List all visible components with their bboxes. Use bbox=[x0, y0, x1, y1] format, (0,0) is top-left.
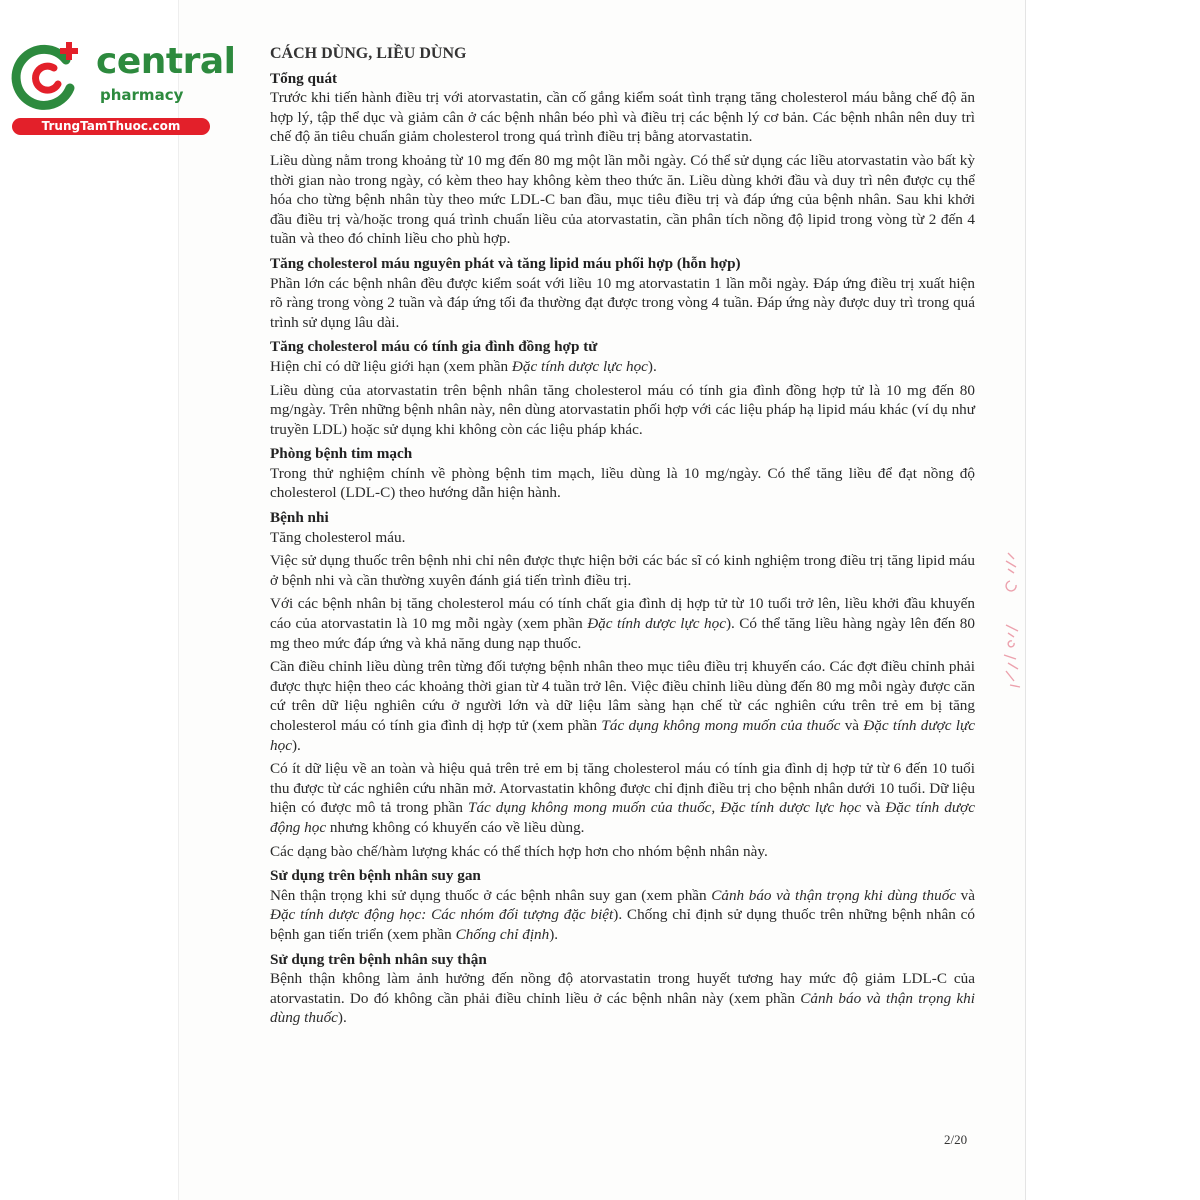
text-run: ). bbox=[647, 357, 657, 375]
text-run: và bbox=[861, 799, 886, 817]
text-run: Trước khi tiến hành điều trị với atorvastatin, cần cố gắng kiểm soát tình trạng tăng cholesterol máu bằng chế độ ăn hợp lý, tập thể dục và giảm cân ở các bệnh nhân béo phì và điều trị các bệnh lý cơ bản. Các bệnh nhân nên duy trì chế độ ăn tiêu chuẩn giảm cholesterol trong quá trình điều trị bằng atorvastatin. bbox=[270, 89, 975, 146]
section-heading: Bệnh nhi bbox=[270, 509, 329, 527]
text-run: Có ít dữ liệu về an toàn và hiệu quả trên trẻ em bị tăng cholesterol máu có tính gia đình dị hợp tử từ 6 đến 10 tuổi thu được từ các nghiên cứu nhãn mở. Atorvastatin không được chỉ định điều trị cho bệnh nhân dưới 10 tuổi. Dữ liệu hiện có được mô tả trong phần bbox=[270, 760, 975, 817]
section-paragraph bbox=[270, 151, 975, 249]
red-stamp-mark-icon bbox=[998, 545, 1028, 695]
text-run: Nên thận trọng khi sử dụng thuốc ở các bệnh nhân suy gan (xem phần bbox=[270, 886, 712, 904]
italic-reference: Đặc tính dược lực học bbox=[587, 615, 726, 633]
document-title: CÁCH DÙNG, LIỀU DÙNG bbox=[270, 45, 467, 62]
text-run: ). Có thể tăng liều hàng ngày lên đến 80 mg theo mức đáp ứng và khả năng dung nạp thuốc. bbox=[270, 615, 975, 652]
section-paragraph bbox=[270, 274, 975, 333]
text-run: Bệnh thận không làm ảnh hưởng đến nồng độ atorvastatin trong huyết tương hay mức độ giảm LDL-C của atorvastatin. Do đó không cần phải điều chỉnh liều ở các bệnh nhân này (xem phần bbox=[270, 970, 975, 1007]
text-run: nhưng không có khuyến cáo về liều dùng. bbox=[326, 818, 585, 836]
page-number: 2/20 bbox=[944, 1132, 968, 1147]
section-paragraph bbox=[270, 357, 975, 377]
italic-reference: Tác dụng không mong muốn của thuốc, Đặc tính dược lực học bbox=[468, 799, 862, 817]
text-run: Tăng cholesterol máu. bbox=[270, 528, 406, 546]
text-run: Liều dùng nằm trong khoảng từ 10 mg đến 80 mg một lần mỗi ngày. Có thể sử dụng các liều atorvastatin vào bất kỳ thời gian nào trong ngày, có kèm theo hay không kèm theo thức ăn. Liều dùng khởi đầu và duy trì nên được cụ thể hóa cho từng bệnh nhân tùy theo mức LDL-C ban đầu, mục tiêu điều trị và đáp ứng của bệnh nhân. Sau khi khởi đầu điều trị và/hoặc trong quá trình chuẩn liều của atorvastatin, cần phân tích nồng độ lipid trong vòng từ 2 đến 4 tuần và theo đó chỉnh liều cho phù hợp. bbox=[270, 151, 975, 248]
logo-wordmark: central bbox=[96, 41, 236, 82]
section-heading: Phòng bệnh tim mạch bbox=[270, 445, 413, 463]
text-run: Hiện chỉ có dữ liệu giới hạn (xem phần bbox=[270, 357, 512, 375]
section-heading: Tổng quát bbox=[270, 69, 338, 87]
central-pharmacy-logo[interactable] bbox=[10, 38, 236, 138]
italic-reference: Đặc tính dược lực học bbox=[511, 357, 648, 375]
italic-reference: Đặc tính dược động học bbox=[270, 799, 975, 836]
document-sections bbox=[270, 69, 975, 1028]
section-paragraph bbox=[270, 528, 975, 548]
text-run: ). bbox=[291, 736, 301, 754]
text-run: Phần lớn các bệnh nhân đều được kiểm soát với liều 10 mg atorvastatin 1 lần mỗi ngày. Đáp ứng điều trị xuất hiện rõ ràng trong vòng 2 tuần và đáp ứng tối đa thường đạt được trong vòng 4 tuần. Đáp ứng này được duy trì trong quá trình sử dụng lâu dài. bbox=[270, 274, 975, 331]
italic-reference: Cảnh báo và thận trọng khi dùng thuốc bbox=[711, 886, 957, 904]
logo-subtitle: pharmacy bbox=[100, 86, 184, 104]
section-paragraph bbox=[270, 842, 975, 862]
italic-reference: Chống chỉ định bbox=[455, 925, 550, 943]
text-run: Cần điều chỉnh liều dùng trên từng đối tượng bệnh nhân theo mục tiêu điều trị khuyến cáo. Các đợt điều chỉnh phải được thực hiện theo các khoảng thời gian từ 4 tuần trở lên. Việc điều chỉnh liều dùng đến 80 mg mỗi ngày được căn cứ trên dữ liệu nghiên cứu ở người lớn và dữ liệu lâm sàng hạn chế từ các nghiên cứu trên trẻ em bị tăng cholesterol máu có tính gia đình dị hợp tử (xem phần bbox=[270, 658, 975, 734]
italic-reference: Cảnh báo và thận trọng khi dùng thuốc bbox=[270, 989, 975, 1027]
section-paragraph bbox=[270, 886, 975, 945]
text-run: ). bbox=[549, 925, 559, 943]
logo-tagline: TrungTamThuoc.com bbox=[12, 118, 210, 135]
document-content bbox=[270, 44, 975, 1032]
text-run: và bbox=[840, 717, 864, 734]
italic-reference: Đặc tính dược động học: Các nhóm đối tượng đặc biệt bbox=[270, 906, 614, 924]
section-heading: Tăng cholesterol máu nguyên phát và tăng lipid máu phối hợp (hỗn hợp) bbox=[270, 254, 741, 272]
section-paragraph bbox=[270, 657, 975, 755]
section-paragraph bbox=[270, 551, 975, 590]
section-paragraph bbox=[270, 464, 975, 503]
section-paragraph bbox=[270, 88, 975, 147]
text-run: và bbox=[956, 886, 975, 904]
italic-reference: Tác dụng không mong muốn của thuốc bbox=[601, 717, 841, 734]
section-paragraph bbox=[270, 381, 975, 440]
section-heading: Tăng cholesterol máu có tính gia đình đồng hợp tử bbox=[270, 338, 598, 356]
logo-c-cross-icon bbox=[10, 38, 90, 118]
text-run: Với các bệnh nhân bị tăng cholesterol máu có tính chất gia đình dị hợp tử từ 10 tuổi trở lên, liều khởi đầu khuyến cáo của atorvastatin là 10 mg mỗi ngày (xem phần bbox=[270, 595, 975, 633]
section-paragraph bbox=[270, 594, 975, 653]
section-heading: Sử dụng trên bệnh nhân suy gan bbox=[270, 867, 481, 885]
section-paragraph bbox=[270, 759, 975, 837]
italic-reference: Đặc tính dược lực học bbox=[270, 717, 975, 754]
text-run: Trong thử nghiệm chính về phòng bệnh tim mạch, liều dùng là 10 mg/ngày. Có thể tăng liều để đạt nồng độ cholesterol (LDL-C) theo hướng dẫn hiện hành. bbox=[270, 464, 975, 502]
text-run: Các dạng bào chế/hàm lượng khác có thể thích hợp hơn cho nhóm bệnh nhân này. bbox=[270, 842, 768, 860]
section-heading: Sử dụng trên bệnh nhân suy thận bbox=[270, 950, 487, 968]
text-run: Liều dùng của atorvastatin trên bệnh nhân tăng cholesterol máu có tính gia đình đồng hợp tử là 10 mg đến 80 mg/ngày. Trên những bệnh nhân này, nên dùng atorvastatin phối hợp với các liệu pháp hạ lipid máu khác (ví dụ như truyền LDL) hoặc sử dụng khi không còn các liệu pháp khác. bbox=[270, 381, 975, 438]
section-paragraph bbox=[270, 969, 975, 1028]
text-run: Việc sử dụng thuốc trên bệnh nhi chỉ nên được thực hiện bởi các bác sĩ có kinh nghiệm trong điều trị tăng lipid máu ở bệnh nhi và cần thường xuyên đánh giá tiến trình điều trị. bbox=[270, 552, 975, 589]
text-run: ). bbox=[337, 1009, 347, 1027]
text-run: ). Chống chỉ định sử dụng thuốc trên những bệnh nhân có bệnh gan tiến triển (xem phần bbox=[270, 906, 975, 943]
